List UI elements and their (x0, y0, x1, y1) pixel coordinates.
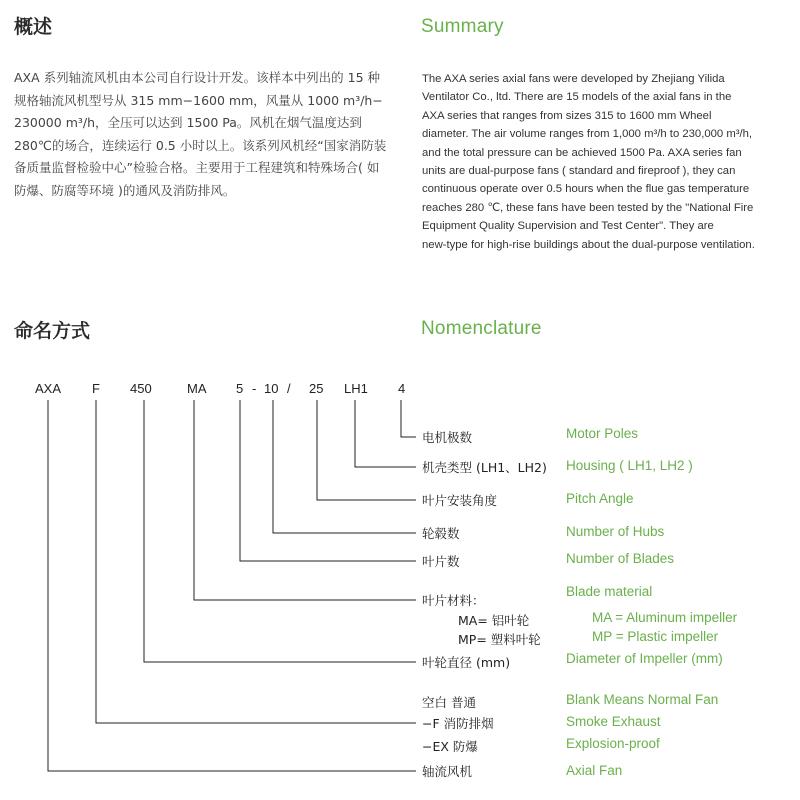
label-material-opt1-en: MA = Aluminum impeller (592, 610, 738, 625)
label-diameter-zh: 叶轮直径 (mm) (422, 655, 511, 670)
label-smoke-zh: −F 消防排烟 (422, 716, 494, 731)
label-material-opt2-zh: MP= 塑料叶轮 (458, 632, 541, 647)
label-hubs-zh: 轮毂数 (422, 526, 460, 541)
label-explosion-zh: −EX 防爆 (422, 739, 478, 754)
overview-heading-zh: 概述 (14, 16, 53, 38)
label-axial-en: Axial Fan (566, 763, 623, 778)
overview-en-line: continuous operate over 0.5 hours when the flue gas temperature (422, 183, 750, 196)
code-material: MA (187, 381, 207, 396)
label-smoke-en: Smoke Exhaust (566, 714, 661, 729)
label-hubs-en: Number of Hubs (566, 524, 665, 539)
overview-zh-line: 230000 m³/h，全压可以达到 1500 Pa。风机在烟气温度达到 (14, 115, 362, 130)
line-axial (48, 400, 416, 771)
code-slash: / (287, 381, 291, 396)
overview-en-line: The AXA series axial fans were developed by Zhejiang Yilida (422, 73, 725, 85)
label-housing-en: Housing ( LH1, LH2 ) (566, 458, 693, 473)
label-blank-zh: 空白 普通 (422, 695, 476, 710)
label-diameter-en: Diameter of Impeller (mm) (566, 651, 723, 666)
overview-zh-line: 防爆、防腐等环境 )的通风及消防排风。 (14, 182, 236, 198)
overview-en-line: diameter. The air volume ranges from 1,000 m³/h to 230,000 m³/h, (422, 128, 753, 141)
label-blank-en: Blank Means Normal Fan (566, 692, 719, 707)
code-dash: - (252, 381, 257, 396)
label-material-opt2-en: MP = Plastic impeller (592, 629, 719, 644)
overview-zh-line: 备质量监督检验中心”检验合格。主要用于工程建筑和特殊场合( 如 (14, 160, 380, 175)
label-pitch-en: Pitch Angle (566, 491, 634, 506)
label-pitch-zh: 叶片安装角度 (422, 493, 498, 508)
overview-zh-line: 规格轴流风机型号从 315 mm−1600 mm，风量从 1000 m³/h− (14, 92, 383, 108)
overview-en-line: Ventilator Co., ltd. There are 15 models of the axial fans in the (422, 91, 732, 104)
overview-en-line: reaches 280 ℃, these fans have been tested by the "National Fire (422, 201, 754, 214)
code-blades: 5 (236, 381, 244, 396)
label-blades-en: Number of Blades (566, 551, 675, 566)
code-poles: 4 (398, 381, 406, 396)
label-material-zh: 叶片材料： (422, 593, 485, 608)
overview-heading-en: Summary (421, 16, 504, 37)
overview-zh-line: 280℃的场合，连续运行 0.5 小时以上。该系列风机经“国家消防装 (14, 137, 387, 153)
overview-en-line: AXA series that ranges from sizes 315 to 1600 mm Wheel (422, 109, 712, 122)
line-blades (240, 400, 416, 561)
label-poles-en: Motor Poles (566, 426, 639, 441)
label-material-en: Blade material (566, 584, 653, 599)
label-poles-zh: 电机极数 (422, 430, 473, 445)
code-size: 450 (130, 381, 152, 396)
label-material-opt1-zh: MA= 铝叶轮 (458, 613, 530, 628)
overview-en-line: units are dual-purpose fans ( standard and fireproof ), they can (422, 165, 736, 178)
code-f: F (92, 381, 100, 396)
nomenclature-heading-zh: 命名方式 (14, 320, 91, 342)
line-poles (401, 400, 416, 437)
overview-en-line: Equipment Quality Supervision and Test Center". They are (422, 220, 714, 233)
overview-zh-line: AXA 系列轴流风机由本公司自行设计开发。该样本中列出的 15 种 (14, 70, 380, 85)
code-angle: 25 (309, 381, 324, 396)
overview-en-line: new-type for high-rise buildings about the dual-purpose ventilation. (422, 238, 755, 251)
code-housing: LH1 (344, 381, 368, 396)
overview-en-line: and the total pressure can be achieved 1500 Pa. AXA series fan (422, 146, 742, 159)
label-explosion-en: Explosion-proof (566, 736, 660, 751)
nomenclature-heading-en: Nomenclature (421, 318, 542, 339)
label-housing-zh: 机壳类型 (LH1、LH2) (422, 460, 547, 475)
label-axial-zh: 轴流风机 (422, 764, 473, 779)
code-hubs: 10 (264, 381, 279, 396)
line-diameter (144, 400, 416, 662)
code-axa: AXA (35, 381, 62, 396)
label-blades-zh: 叶片数 (422, 554, 460, 569)
line-housing (355, 400, 416, 467)
